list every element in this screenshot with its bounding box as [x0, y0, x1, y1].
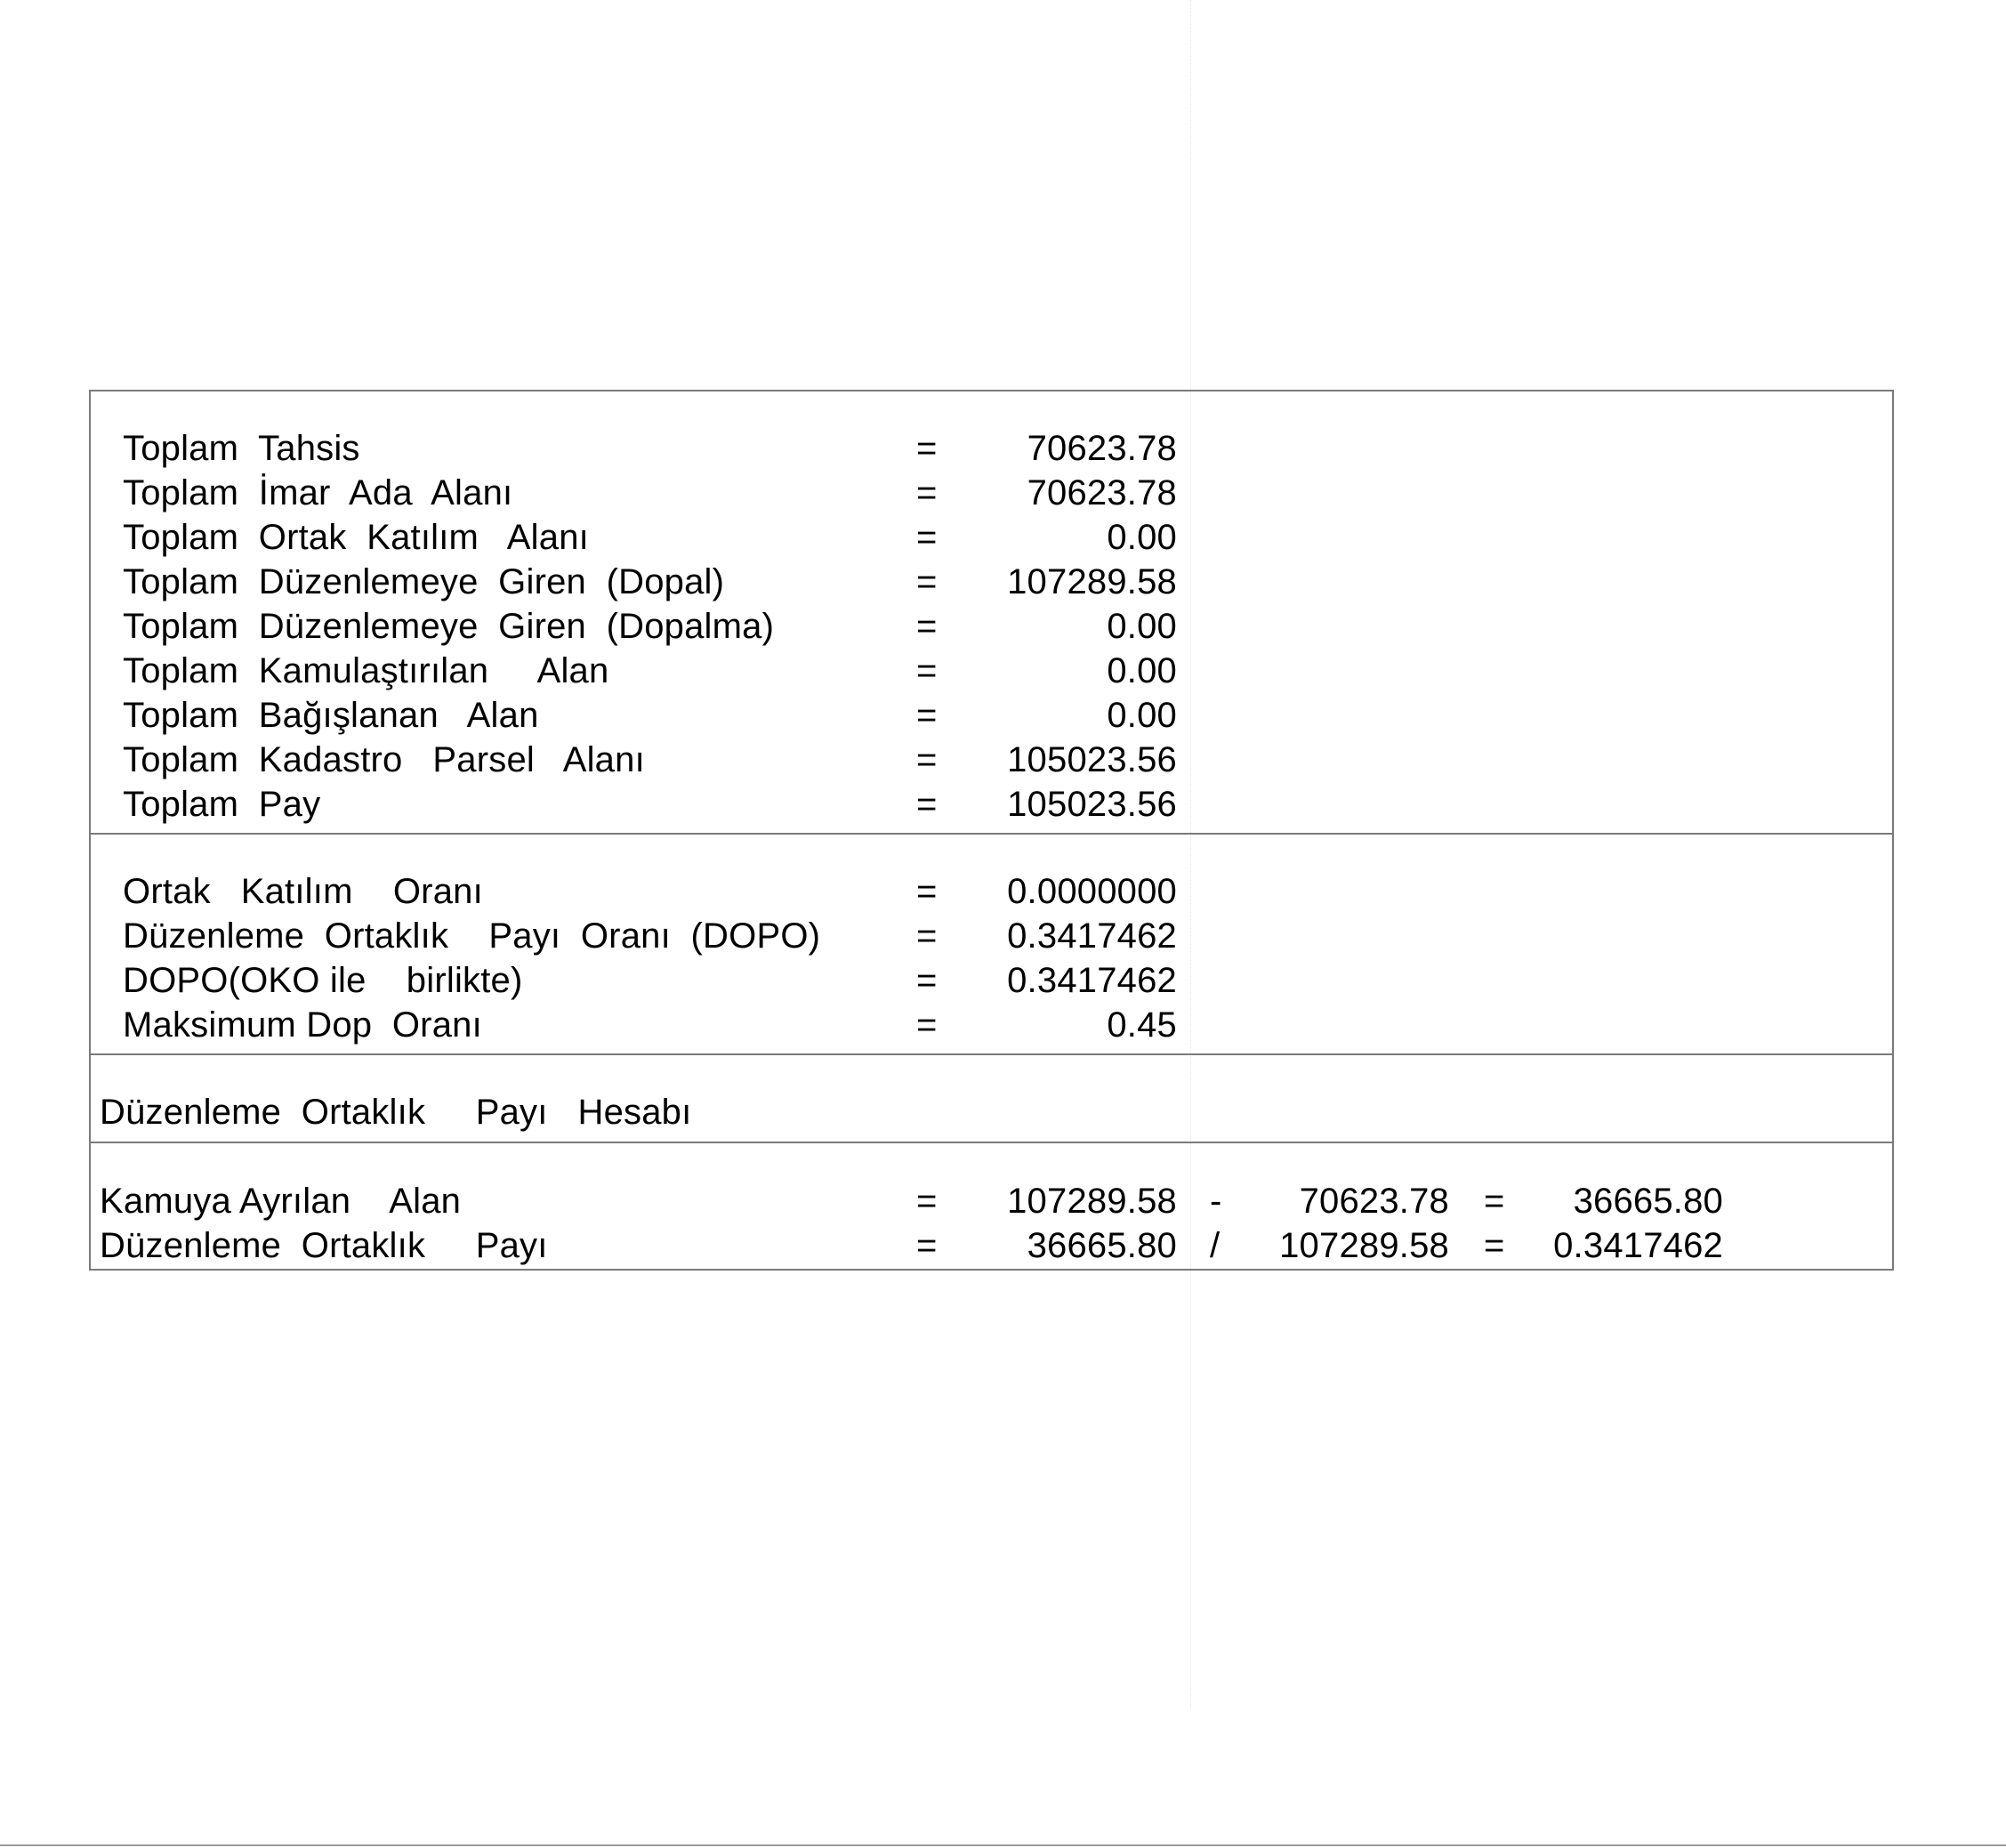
section-divider: [91, 1053, 1892, 1055]
summary-label-pay: Toplam Pay: [123, 785, 321, 824]
calc-label-dop: Düzenleme Ortaklık Payı: [100, 1226, 548, 1265]
ratio-eq-oko: =: [916, 872, 938, 911]
summary-eq-kadastro: =: [916, 740, 938, 779]
summary-value-tahsis: 70623.78: [1027, 429, 1177, 468]
summary-value-dopal: 107289.58: [1007, 562, 1177, 601]
summary-label-kamulastirilan: Toplam Kamulaştırılan Alan: [123, 651, 609, 690]
summary-eq-dopal: =: [916, 562, 938, 601]
calc-value2-dop: 107289.58: [1279, 1226, 1449, 1265]
page-bottom-border: [0, 1844, 2006, 1846]
summary-value-dopalma: 0.00: [1107, 607, 1177, 646]
ratio-value-dopo: 0.3417462: [1007, 916, 1177, 956]
dopo-report-table: [89, 390, 1894, 1271]
summary-eq-imar-ada: =: [916, 473, 938, 512]
calc-result-kamuya-ayrilan: 36665.80: [1573, 1182, 1723, 1221]
summary-value-ortak-katilim: 0.00: [1107, 518, 1177, 557]
summary-value-bagislanan: 0.00: [1107, 696, 1177, 735]
calc-operator-divide: /: [1210, 1226, 1221, 1265]
ratio-label-maksimum-dop: Maksimum Dop Oranı: [123, 1005, 482, 1045]
section-divider: [91, 1142, 1892, 1143]
summary-label-ortak-katilim: Toplam Ortak Katılım Alanı: [123, 518, 589, 557]
summary-label-dopalma: Toplam Düzenlemeye Giren (Dopalma): [123, 607, 775, 646]
ratio-value-maksimum-dop: 0.45: [1107, 1005, 1177, 1045]
summary-eq-pay: =: [916, 785, 938, 824]
ratio-value-oko: 0.0000000: [1007, 872, 1177, 911]
calc-label-kamuya-ayrilan: Kamuya Ayrılan Alan: [100, 1182, 462, 1221]
summary-value-kadastro: 105023.56: [1007, 740, 1177, 779]
calc-eq-dop: =: [916, 1226, 938, 1265]
calc-eq2-kamuya-ayrilan: =: [1484, 1182, 1505, 1221]
summary-eq-dopalma: =: [916, 607, 938, 646]
ratio-eq-maksimum-dop: =: [916, 1005, 938, 1045]
summary-label-imar-ada: Toplam İmar Ada Alanı: [123, 473, 513, 512]
calc-value2-kamuya-ayrilan: 70623.78: [1299, 1182, 1449, 1221]
summary-label-dopal: Toplam Düzenlemeye Giren (Dopal): [123, 562, 725, 601]
calc-operator-minus: -: [1210, 1182, 1222, 1221]
summary-label-kadastro: Toplam Kadastro Parsel Alanı: [123, 740, 645, 779]
summary-label-bagislanan: Toplam Bağışlanan Alan: [123, 696, 539, 735]
summary-label-tahsis: Toplam Tahsis: [123, 429, 360, 468]
summary-value-kamulastirilan: 0.00: [1107, 651, 1177, 690]
ratio-label-dopo: Düzenleme Ortaklık Payı Oranı (DOPO): [123, 916, 821, 956]
calc-value-dop: 36665.80: [1027, 1226, 1177, 1265]
section-divider: [91, 833, 1892, 835]
summary-eq-ortak-katilim: =: [916, 518, 938, 557]
calc-result-dop: 0.3417462: [1553, 1226, 1723, 1265]
ratio-eq-dopo-oko: =: [916, 961, 938, 1000]
ratio-value-dopo-oko: 0.3417462: [1007, 961, 1177, 1000]
summary-eq-tahsis: =: [916, 429, 938, 468]
calc-eq2-dop: =: [1484, 1226, 1505, 1265]
calc-value-kamuya-ayrilan: 107289.58: [1007, 1182, 1177, 1221]
summary-eq-bagislanan: =: [916, 696, 938, 735]
section-title: Düzenleme Ortaklık Payı Hesabı: [100, 1093, 692, 1132]
ratio-eq-dopo: =: [916, 916, 938, 956]
summary-eq-kamulastirilan: =: [916, 651, 938, 690]
ratio-label-oko: Ortak Katılım Oranı: [123, 872, 483, 911]
ratio-label-dopo-oko: DOPO(OKO ile birlikte): [123, 961, 523, 1000]
summary-value-pay: 105023.56: [1007, 785, 1177, 824]
calc-eq-kamuya-ayrilan: =: [916, 1182, 938, 1221]
summary-value-imar-ada: 70623.78: [1027, 473, 1177, 512]
